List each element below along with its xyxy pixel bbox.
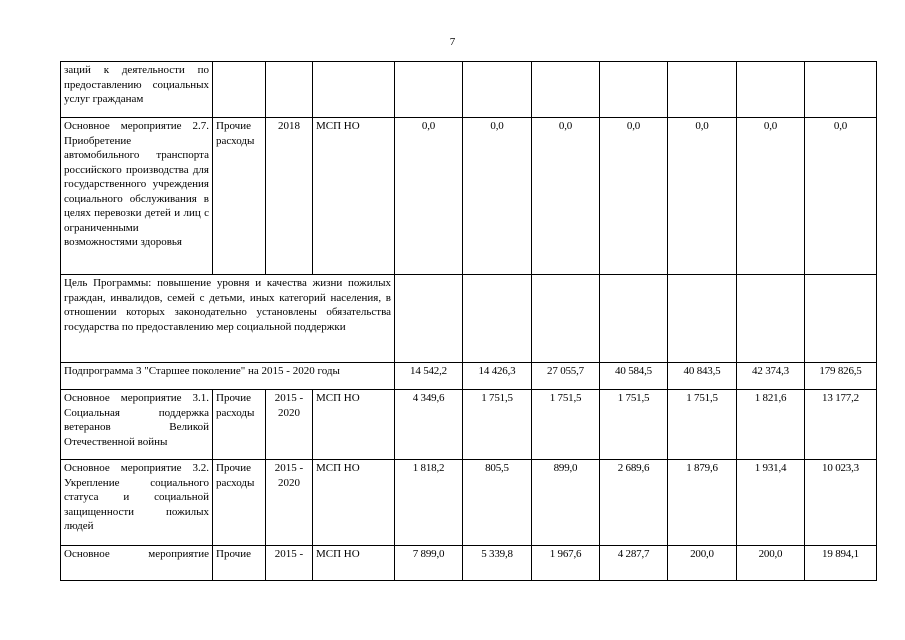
value-cell: 40 843,5 <box>668 363 737 390</box>
value-cell: 1 931,4 <box>737 460 805 546</box>
measure-name: заций к деятельности по предоставлению социальных услуг гражданам <box>61 62 213 118</box>
table-row <box>61 363 877 390</box>
measure-name: Основное мероприятие <box>61 546 213 581</box>
program-goal: Цель Программы: повышение уровня и качества жизни пожилых граждан, инвалидов, семей с детьми, иных категорий населения, в отношении которых законодательно установлены обязательства государства по предоставлению мер социальной поддержки <box>61 275 395 363</box>
value-cell: 1 751,5 <box>600 390 668 460</box>
value-cell: 5 339,8 <box>463 546 532 581</box>
value-cell: 42 374,3 <box>737 363 805 390</box>
table-row <box>61 390 877 460</box>
table-row <box>61 460 877 546</box>
value-cell: 0,0 <box>805 118 877 275</box>
executor: МСП НО <box>313 118 395 275</box>
value-cell: 4 287,7 <box>600 546 668 581</box>
value-cell: 14 542,2 <box>395 363 463 390</box>
value-cell: 899,0 <box>532 460 600 546</box>
executor: МСП НО <box>313 546 395 581</box>
value-cell: 1 967,6 <box>532 546 600 581</box>
program-funding-table <box>60 61 877 581</box>
value-cell: 4 349,6 <box>395 390 463 460</box>
value-cell: 1 818,2 <box>395 460 463 546</box>
executor: МСП НО <box>313 390 395 460</box>
funding-source: Прочие расходы <box>213 390 266 460</box>
value-cell: 0,0 <box>737 118 805 275</box>
table-row <box>61 546 877 581</box>
measure-name: Основное мероприятие 2.7. Приобретение автомобильного транспорта российского производства для государственного учреждения социального обслуживания в целях перевозки детей и лиц с ограниченными возможностями здоровья <box>61 118 213 275</box>
value-cell: 1 879,6 <box>668 460 737 546</box>
value-cell: 1 751,5 <box>668 390 737 460</box>
value-cell: 805,5 <box>463 460 532 546</box>
value-cell: 200,0 <box>668 546 737 581</box>
value-cell: 200,0 <box>737 546 805 581</box>
funding-source: Прочие расходы <box>213 460 266 546</box>
value-cell: 1 751,5 <box>532 390 600 460</box>
subprogram-title: Подпрограмма 3 "Старшее поколение" на 2015 - 2020 годы <box>61 363 395 390</box>
years: 2015 - 2020 <box>266 390 313 460</box>
years: 2018 <box>266 118 313 275</box>
value-cell: 0,0 <box>463 118 532 275</box>
page-number: 7 <box>449 36 456 48</box>
measure-name: Основное мероприятие 3.1. Социальная поддержка ветеранов Великой Отечественной войны <box>61 390 213 460</box>
value-cell: 1 751,5 <box>463 390 532 460</box>
value-cell: 7 899,0 <box>395 546 463 581</box>
table-row <box>61 118 877 275</box>
value-cell: 0,0 <box>668 118 737 275</box>
value-cell: 0,0 <box>395 118 463 275</box>
value-cell: 179 826,5 <box>805 363 877 390</box>
executor: МСП НО <box>313 460 395 546</box>
value-cell: 2 689,6 <box>600 460 668 546</box>
value-cell: 0,0 <box>532 118 600 275</box>
table-row <box>61 275 877 363</box>
value-cell: 14 426,3 <box>463 363 532 390</box>
years: 2015 - 2020 <box>266 460 313 546</box>
table-row <box>61 62 877 118</box>
value-cell: 10 023,3 <box>805 460 877 546</box>
value-cell: 27 055,7 <box>532 363 600 390</box>
value-cell: 19 894,1 <box>805 546 877 581</box>
value-cell: 40 584,5 <box>600 363 668 390</box>
value-cell: 0,0 <box>600 118 668 275</box>
funding-source: Прочие расходы <box>213 118 266 275</box>
funding-source: Прочие <box>213 546 266 581</box>
measure-name: Основное мероприятие 3.2. Укрепление социального статуса и социальной защищенности пожилых людей <box>61 460 213 546</box>
value-cell: 1 821,6 <box>737 390 805 460</box>
years: 2015 - <box>266 546 313 581</box>
value-cell: 13 177,2 <box>805 390 877 460</box>
